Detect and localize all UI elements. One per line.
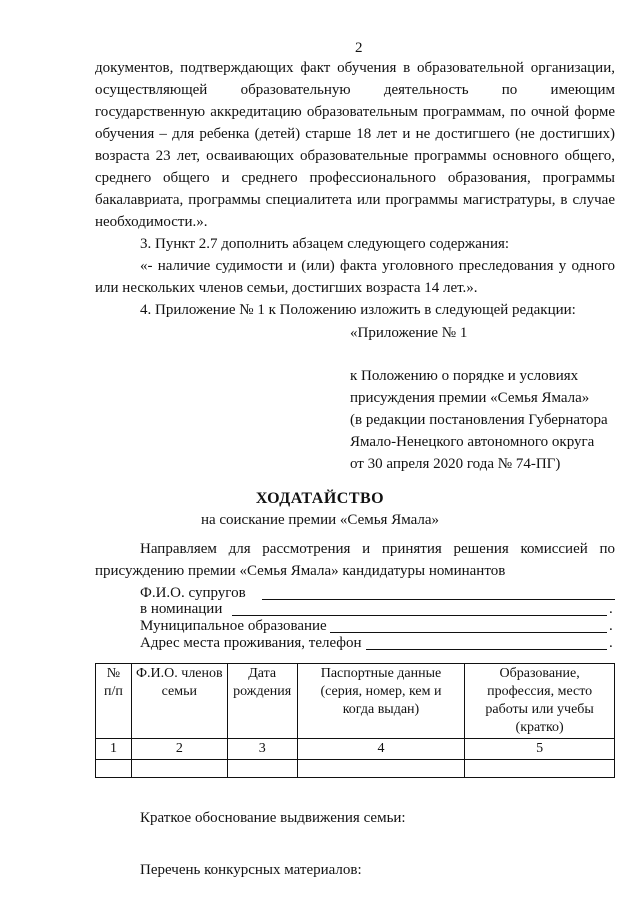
appendix-line: «Приложение № 1 xyxy=(350,325,468,341)
appendix-line: к Положению о порядке и условиях xyxy=(350,368,579,384)
table-cell[interactable] xyxy=(131,760,227,778)
form-subtitle: на соискание премии «Семья Ямала» xyxy=(200,512,440,528)
table-cell: 2 xyxy=(131,739,227,760)
spouses-input-line[interactable] xyxy=(262,585,615,600)
table-cell: 4 xyxy=(297,739,465,760)
header-cell-passport: Паспортные данные (серия, номер, кем и когда выдан) xyxy=(297,664,465,739)
table-cell[interactable] xyxy=(297,760,465,778)
address-input-line[interactable] xyxy=(366,635,607,650)
intro-line: Направляем для рассмотрения и принятия решения комиссией по xyxy=(140,541,615,557)
table-cell[interactable] xyxy=(465,760,615,778)
nominees-table xyxy=(95,663,615,778)
paragraph-line: документов, подтверждающих факт обучения в образовательной организации, xyxy=(95,60,615,76)
table-cell[interactable] xyxy=(227,760,297,778)
appendix-line: от 30 апреля 2020 года № 74-ПГ) xyxy=(350,456,561,472)
municipality-input-line[interactable] xyxy=(330,618,607,633)
appendix-line: (в редакции постановления Губернатора xyxy=(350,412,608,428)
paragraph-line: необходимости.». xyxy=(95,214,208,230)
nomination-label: в номинации xyxy=(140,601,223,617)
table-cell: 5 xyxy=(465,739,615,760)
table-number-row xyxy=(96,739,615,760)
paragraph-line: государственную аккредитацию образовательным программам, по очной форме xyxy=(95,104,615,120)
municipality-label: Муниципальное образование xyxy=(140,618,327,634)
justification-label: Краткое обоснование выдвижения семьи: xyxy=(140,810,406,826)
nomination-dot: . xyxy=(609,601,613,617)
paragraph-line: осуществляющей образовательную деятельность по имеющим xyxy=(95,82,615,98)
paragraph-line: обучения – для ребенка (детей) старше 18 лет и не достигшего (не достигших) xyxy=(95,126,615,142)
address-label: Адрес места проживания, телефон xyxy=(140,635,362,651)
appendix-line: присуждения премии «Семья Ямала» xyxy=(350,390,590,406)
item-3-quote-line: или нескольких членов семьи, достигших возраста 14 лет.». xyxy=(95,280,478,296)
paragraph-line: бакалавриата, программы специалитета или программы магистратуры, в случае xyxy=(95,192,615,208)
header-cell-birthdate: Дата рождения xyxy=(227,664,297,739)
item-4: 4. Приложение № 1 к Положению изложить в следующей редакции: xyxy=(140,302,576,318)
item-3: 3. Пункт 2.7 дополнить абзацем следующего содержания: xyxy=(140,236,510,252)
item-3-quote-line: «- наличие судимости и (или) факта уголовного преследования у одного xyxy=(140,258,615,274)
table-cell: 3 xyxy=(227,739,297,760)
intro-line: присуждению премии «Семья Ямала» кандидатуры номинантов xyxy=(95,563,506,579)
header-cell-name: Ф.И.О. членов семьи xyxy=(131,664,227,739)
form-title: ХОДАТАЙСТВО xyxy=(255,490,385,507)
paragraph-line: среднего общего и среднего профессионального образования, программы xyxy=(95,170,615,186)
header-cell-number: № п/п xyxy=(96,664,132,739)
table-header-row xyxy=(96,664,615,739)
table-cell: 1 xyxy=(96,739,132,760)
materials-label: Перечень конкурсных материалов: xyxy=(140,862,362,878)
table-cell[interactable] xyxy=(96,760,132,778)
municipality-dot: . xyxy=(609,618,613,634)
appendix-line: Ямало-Ненецкого автономного округа xyxy=(350,434,595,450)
table-empty-row xyxy=(96,760,615,778)
nomination-input-line[interactable] xyxy=(232,601,607,616)
spouses-label: Ф.И.О. супругов xyxy=(140,585,246,601)
page-number: 2 xyxy=(355,40,363,56)
header-cell-education: Образование, профессия, место работы или учебы (кратко) xyxy=(465,664,615,739)
address-dot: . xyxy=(609,635,613,651)
paragraph-line: возраста 23 лет, осваивающих образовательные программы основного общего, xyxy=(95,148,615,164)
